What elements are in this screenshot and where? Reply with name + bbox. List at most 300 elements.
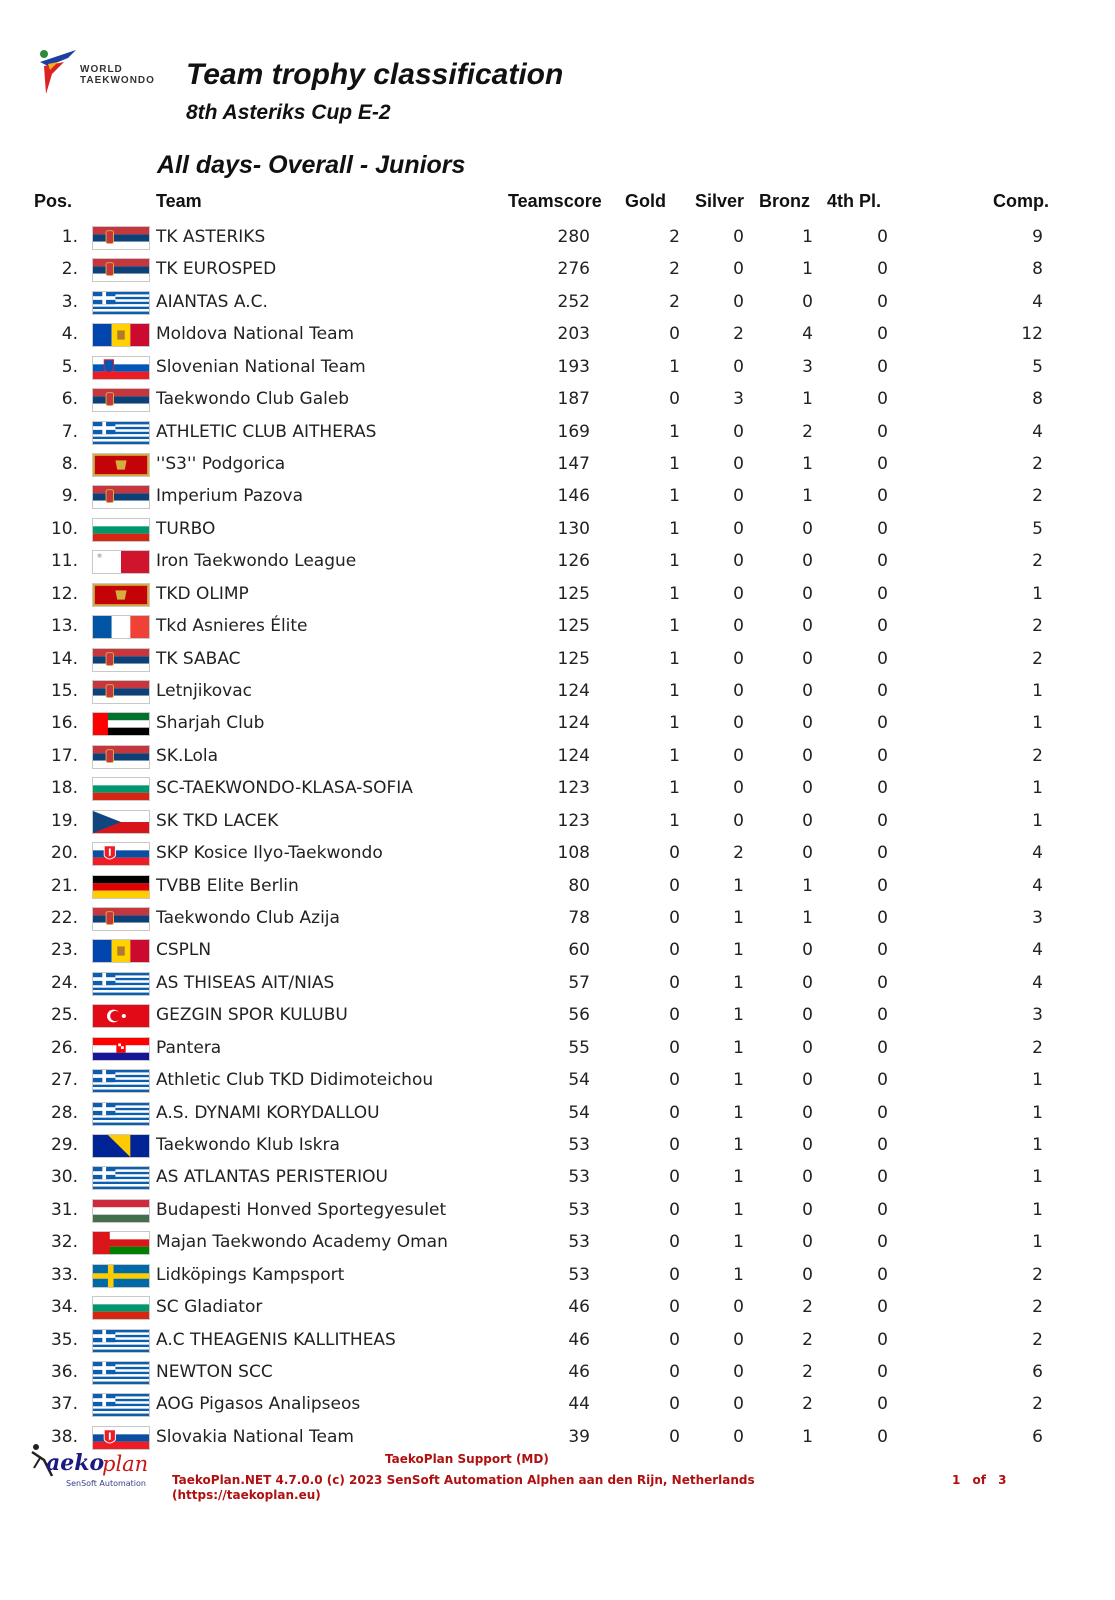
teamscore-cell: 130: [557, 518, 590, 539]
gold-count: 2: [669, 227, 680, 247]
fourth-place-count: 0: [877, 1264, 888, 1285]
page-number: 1 of 3: [952, 1473, 1007, 1487]
pos-cell: 24.: [50, 972, 78, 993]
pos-cell: 18.: [50, 778, 78, 799]
bronze-count: 2: [802, 1329, 813, 1350]
bronze-count: 0: [802, 1070, 813, 1091]
fourth-place-count: 0: [877, 1005, 888, 1026]
bronze-count: 2: [802, 1362, 813, 1383]
silver-count: 1: [733, 1135, 744, 1156]
teamscore-cell: 276: [557, 259, 590, 280]
bronze-count: 0: [802, 291, 813, 312]
fourth-place-count: 0: [877, 1297, 888, 1318]
table-row: [0, 1260, 1115, 1290]
pos-cell: 30.: [50, 1167, 78, 1188]
competitors-count: 2: [1032, 648, 1043, 669]
team-name: Sharjah Club: [156, 713, 265, 734]
table-row: [0, 806, 1115, 836]
silver-count: 1: [733, 1199, 744, 1220]
bulgaria-flag-icon: [92, 777, 150, 801]
pos-cell: 38.: [50, 1426, 78, 1447]
team-name: Budapesti Honved Sportegyesulet: [156, 1199, 447, 1220]
gold-count: 1: [669, 421, 680, 442]
gold-count: 1: [669, 681, 680, 702]
team-name: ATHLETIC CLUB AITHERAS: [156, 421, 377, 442]
taekoplan-logo: [30, 1442, 160, 1492]
team-name: Slovakia National Team: [156, 1426, 354, 1447]
silver-count: 0: [733, 778, 744, 799]
fourth-place-count: 0: [877, 875, 888, 896]
competitors-count: 2: [1032, 551, 1043, 572]
table-row: [0, 708, 1115, 738]
pos-cell: 16.: [50, 713, 78, 734]
competitors-count: 8: [1032, 259, 1043, 280]
gold-count: 1: [669, 551, 680, 572]
teamscore-cell: 54: [568, 1070, 590, 1091]
pos-cell: 32.: [50, 1232, 78, 1253]
teamscore-cell: 147: [557, 454, 590, 474]
team-name: TK EUROSPED: [156, 259, 277, 280]
competitors-count: 4: [1032, 972, 1043, 993]
bulgaria-flag-icon: [92, 1296, 150, 1320]
fourth-place-count: 0: [877, 1394, 888, 1415]
pos-cell: 12.: [50, 583, 78, 604]
gold-count: 0: [669, 972, 680, 993]
teamscore-cell: 125: [557, 583, 590, 604]
pos-cell: 37.: [50, 1394, 78, 1415]
teamscore-cell: 54: [568, 1102, 590, 1123]
table-row: [0, 384, 1115, 414]
silver-count: 0: [733, 1394, 744, 1415]
teamscore-cell: 53: [568, 1232, 590, 1253]
team-name: A.C THEAGENIS KALLITHEAS: [156, 1329, 396, 1350]
pos-cell: 21.: [50, 875, 78, 896]
silver-count: 0: [733, 713, 744, 734]
gold-count: 1: [669, 583, 680, 604]
teamscore-cell: 80: [568, 875, 590, 896]
fourth-place-count: 0: [877, 1199, 888, 1220]
competitors-count: 3: [1032, 908, 1043, 929]
team-name: CSPLN: [156, 940, 212, 961]
bronze-count: 3: [802, 356, 813, 377]
serbia-flag-icon: [92, 680, 150, 704]
silver-count: 0: [733, 518, 744, 539]
pos-cell: 19.: [50, 810, 78, 831]
teamscore-cell: 78: [568, 908, 590, 929]
teamscore-cell: 125: [557, 648, 590, 669]
table-row: [0, 222, 1115, 252]
table-row: [0, 1195, 1115, 1225]
teamscore-cell: 125: [557, 616, 590, 637]
table-row: [0, 644, 1115, 674]
bronze-count: 4: [802, 324, 813, 345]
pos-cell: 36.: [50, 1362, 78, 1383]
gold-count: 0: [669, 908, 680, 929]
teamscore-cell: 123: [557, 778, 590, 799]
col-header-4th: 4th Pl.: [827, 191, 882, 211]
silver-count: 0: [733, 421, 744, 442]
classification-table: [0, 222, 1115, 1447]
team-name: GEZGIN SPOR KULUBU: [156, 1005, 348, 1026]
bronze-count: 0: [802, 778, 813, 799]
bronze-count: 0: [802, 616, 813, 637]
col-header-pos: Pos.: [34, 191, 73, 211]
team-name: Letnjikovac: [156, 681, 252, 702]
taekoplan-logo-text-1: aeko: [46, 1450, 105, 1476]
bronze-count: 1: [802, 227, 813, 247]
bronze-count: 0: [802, 551, 813, 572]
teamscore-cell: 56: [568, 1005, 590, 1026]
bronze-count: 0: [802, 518, 813, 539]
gold-count: 0: [669, 875, 680, 896]
teamscore-cell: 46: [568, 1297, 590, 1318]
gold-count: 0: [669, 324, 680, 345]
competitors-count: 1: [1032, 1070, 1043, 1091]
bronze-count: 0: [802, 940, 813, 961]
serbia-flag-icon: [92, 907, 150, 931]
section-heading: All days- Overall - Juniors: [157, 151, 466, 179]
pos-cell: 25.: [50, 1005, 78, 1026]
teamscore-cell: 124: [557, 713, 590, 734]
table-row: [0, 1422, 1115, 1452]
col-header-team: Team: [156, 191, 202, 211]
croatia-flag-icon: [92, 1037, 150, 1061]
gold-count: 1: [669, 454, 680, 474]
silver-count: 1: [733, 1037, 744, 1058]
gold-count: 2: [669, 259, 680, 280]
taekoplan-logo-sub: SenSoft Automation: [66, 1479, 146, 1488]
competitors-count: 6: [1032, 1426, 1043, 1447]
slovenia-flag-icon: [92, 356, 150, 380]
bronze-count: 0: [802, 1005, 813, 1026]
silver-count: 1: [733, 1070, 744, 1091]
table-row: [0, 871, 1115, 901]
silver-count: 3: [733, 389, 744, 410]
table-row: [0, 579, 1115, 609]
competitors-count: 4: [1032, 421, 1043, 442]
bronze-count: 0: [802, 745, 813, 766]
competitors-count: 1: [1032, 681, 1043, 702]
silver-count: 0: [733, 616, 744, 637]
competitors-count: 2: [1032, 1329, 1043, 1350]
table-row: [0, 838, 1115, 868]
pos-cell: 6.: [61, 389, 78, 410]
pos-cell: 8.: [61, 454, 78, 474]
competitors-count: 1: [1032, 778, 1043, 799]
silver-count: 2: [733, 843, 744, 864]
competitors-count: 4: [1032, 291, 1043, 312]
gold-count: 0: [669, 1329, 680, 1350]
gold-count: 0: [669, 1037, 680, 1058]
footer-copyright-line: TaekoPlan.NET 4.7.0.0 (c) 2023 SenSoft Automation Alphen aan den Rijn, Netherlands: [172, 1473, 755, 1487]
serbia-flag-icon: [92, 388, 150, 412]
bronze-count: 0: [802, 843, 813, 864]
team-name: TK SABAC: [156, 648, 241, 669]
silver-count: 0: [733, 259, 744, 280]
competitors-count: 5: [1032, 356, 1043, 377]
gold-count: 0: [669, 1426, 680, 1447]
pos-cell: 1.: [61, 227, 78, 247]
bronze-count: 1: [802, 486, 813, 507]
silver-count: 0: [733, 486, 744, 507]
table-row: [0, 287, 1115, 317]
greece-flag-icon: [92, 1069, 150, 1093]
logo-text-world: WORLD: [80, 64, 123, 75]
pos-cell: 35.: [50, 1329, 78, 1350]
team-name: SKP Kosice Ilyo-Taekwondo: [156, 843, 383, 864]
silver-count: 0: [733, 1362, 744, 1383]
competitors-count: 9: [1032, 227, 1043, 247]
table-row: [0, 254, 1115, 284]
team-name: AOG Pigasos Analipseos: [156, 1394, 361, 1415]
pos-cell: 9.: [61, 486, 78, 507]
pos-cell: 13.: [50, 616, 78, 637]
team-name: TURBO: [156, 518, 216, 539]
competitors-count: 3: [1032, 1005, 1043, 1026]
footer-support: TaekoPlan Support (MD): [385, 1452, 549, 1466]
teamscore-cell: 124: [557, 745, 590, 766]
greece-flag-icon: [92, 1102, 150, 1126]
team-name: NEWTON SCC: [156, 1362, 273, 1383]
competitors-count: 1: [1032, 1102, 1043, 1123]
fourth-place-count: 0: [877, 681, 888, 702]
teamscore-cell: 146: [557, 486, 590, 507]
gold-count: 0: [669, 1232, 680, 1253]
fourth-place-count: 0: [877, 1167, 888, 1188]
competitors-count: 1: [1032, 1199, 1043, 1220]
fourth-place-count: 0: [877, 616, 888, 637]
page-title: Team trophy classification: [186, 58, 564, 91]
silver-count: 0: [733, 681, 744, 702]
silver-count: 0: [733, 1329, 744, 1350]
competitors-count: 12: [1021, 324, 1043, 345]
competitors-count: 2: [1032, 1264, 1043, 1285]
uae-flag-icon: [92, 712, 150, 736]
gold-count: 2: [669, 291, 680, 312]
gold-count: 1: [669, 518, 680, 539]
gold-count: 0: [669, 1135, 680, 1156]
bronze-count: 0: [802, 810, 813, 831]
fourth-place-count: 0: [877, 551, 888, 572]
bronze-count: 1: [802, 908, 813, 929]
footer-url: (https://taekoplan.eu): [172, 1488, 321, 1502]
fourth-place-count: 0: [877, 940, 888, 961]
pos-cell: 4.: [61, 324, 78, 345]
greece-flag-icon: [92, 421, 150, 445]
pos-cell: 2.: [61, 259, 78, 280]
bronze-count: 0: [802, 1264, 813, 1285]
fourth-place-count: 0: [877, 1232, 888, 1253]
bosnia-flag-icon: [92, 1134, 150, 1158]
table-row: [0, 449, 1115, 479]
silver-count: 0: [733, 454, 744, 474]
table-row: [0, 514, 1115, 544]
greece-flag-icon: [92, 1166, 150, 1190]
france-flag-icon: [92, 615, 150, 639]
team-name: Lidköpings Kampsport: [156, 1264, 345, 1285]
competitors-count: 4: [1032, 843, 1043, 864]
team-name: AS ATLANTAS PERISTERIOU: [156, 1167, 388, 1188]
silver-count: 0: [733, 291, 744, 312]
fourth-place-count: 0: [877, 291, 888, 312]
fourth-place-count: 0: [877, 810, 888, 831]
table-row: [0, 1065, 1115, 1095]
table-row: [0, 903, 1115, 933]
gold-count: 1: [669, 648, 680, 669]
bronze-count: 2: [802, 421, 813, 442]
team-name: Taekwondo Klub Iskra: [156, 1135, 340, 1156]
team-name: Slovenian National Team: [156, 356, 366, 377]
bronze-count: 2: [802, 1297, 813, 1318]
serbia-flag-icon: [92, 226, 150, 250]
competitors-count: 4: [1032, 940, 1043, 961]
hungary-flag-icon: [92, 1199, 150, 1223]
greece-flag-icon: [92, 1393, 150, 1417]
taekoplan-logo-text-2: plan: [102, 1452, 149, 1476]
gold-count: 1: [669, 778, 680, 799]
fourth-place-count: 0: [877, 648, 888, 669]
fourth-place-count: 0: [877, 972, 888, 993]
bronze-count: 0: [802, 648, 813, 669]
team-name: Moldova National Team: [156, 324, 355, 345]
serbia-flag-icon: [92, 485, 150, 509]
gold-count: 0: [669, 843, 680, 864]
table-row: [0, 773, 1115, 803]
competitors-count: 2: [1032, 1394, 1043, 1415]
fourth-place-count: 0: [877, 1135, 888, 1156]
bronze-count: 1: [802, 875, 813, 896]
gold-count: 0: [669, 1264, 680, 1285]
silver-count: 1: [733, 940, 744, 961]
team-name: SK.Lola: [156, 745, 219, 766]
pos-cell: 14.: [50, 648, 78, 669]
gold-count: 0: [669, 1394, 680, 1415]
silver-count: 0: [733, 227, 744, 247]
competitors-count: 1: [1032, 583, 1043, 604]
bronze-count: 0: [802, 1037, 813, 1058]
fourth-place-count: 0: [877, 454, 888, 474]
pos-cell: 33.: [50, 1264, 78, 1285]
team-name: Taekwondo Club Azija: [156, 908, 340, 929]
table-row: [0, 935, 1115, 965]
teamscore-cell: 53: [568, 1264, 590, 1285]
silver-count: 0: [733, 356, 744, 377]
bronze-count: 0: [802, 1102, 813, 1123]
competitors-count: 1: [1032, 713, 1043, 734]
pos-cell: 34.: [50, 1297, 78, 1318]
silver-count: 0: [733, 648, 744, 669]
pos-cell: 27.: [50, 1070, 78, 1091]
fourth-place-count: 0: [877, 745, 888, 766]
team-name: AIANTAS A.C.: [156, 291, 268, 312]
table-row: [0, 546, 1115, 576]
table-row: [0, 968, 1115, 998]
silver-count: 1: [733, 875, 744, 896]
silver-count: 1: [733, 908, 744, 929]
oman-flag-icon: [92, 1231, 150, 1255]
gold-count: 1: [669, 745, 680, 766]
teamscore-cell: 46: [568, 1329, 590, 1350]
gold-count: 1: [669, 486, 680, 507]
competitors-count: 2: [1032, 745, 1043, 766]
table-row: [0, 1357, 1115, 1387]
fourth-place-count: 0: [877, 1070, 888, 1091]
silver-count: 0: [733, 583, 744, 604]
world-taekwondo-logo: [34, 44, 174, 104]
team-name: AS THISEAS AIT/NIAS: [156, 972, 335, 993]
fourth-place-count: 0: [877, 908, 888, 929]
czech-flag-icon: [92, 810, 150, 834]
bronze-count: 0: [802, 972, 813, 993]
fourth-place-count: 0: [877, 356, 888, 377]
table-row: [0, 481, 1115, 511]
team-name: A.S. DYNAMI KORYDALLOU: [156, 1102, 380, 1123]
pos-cell: 11.: [50, 551, 78, 572]
table-row: [0, 741, 1115, 771]
gold-count: 0: [669, 1005, 680, 1026]
gold-count: 0: [669, 1199, 680, 1220]
fourth-place-count: 0: [877, 843, 888, 864]
pos-cell: 7.: [61, 421, 78, 442]
silver-count: 1: [733, 1005, 744, 1026]
team-name: Tkd Asnieres Élite: [156, 616, 308, 637]
bulgaria-flag-icon: [92, 518, 150, 542]
bronze-count: 0: [802, 1232, 813, 1253]
competitors-count: 1: [1032, 810, 1043, 831]
pos-cell: 22.: [50, 908, 78, 929]
malta-flag-icon: [92, 550, 150, 574]
silver-count: 1: [733, 1167, 744, 1188]
silver-count: 0: [733, 1426, 744, 1447]
team-name: Imperium Pazova: [156, 486, 303, 507]
competitors-count: 2: [1032, 616, 1043, 637]
fourth-place-count: 0: [877, 1329, 888, 1350]
serbia-flag-icon: [92, 258, 150, 282]
bronze-count: 1: [802, 259, 813, 280]
fourth-place-count: 0: [877, 421, 888, 442]
team-name: Pantera: [156, 1037, 222, 1058]
fourth-place-count: 0: [877, 1037, 888, 1058]
team-name: Iron Taekwondo League: [156, 551, 357, 572]
teamscore-cell: 280: [557, 227, 590, 247]
teamscore-cell: 53: [568, 1199, 590, 1220]
table-row: [0, 1033, 1115, 1063]
pos-cell: 29.: [50, 1135, 78, 1156]
gold-count: 0: [669, 389, 680, 410]
competitors-count: 2: [1032, 454, 1043, 474]
teamscore-cell: 60: [568, 940, 590, 961]
fourth-place-count: 0: [877, 389, 888, 410]
gold-count: 0: [669, 940, 680, 961]
bronze-count: 2: [802, 1394, 813, 1415]
silver-count: 1: [733, 1264, 744, 1285]
gold-count: 0: [669, 1070, 680, 1091]
silver-count: 0: [733, 745, 744, 766]
moldova-flag-icon: [92, 323, 150, 347]
turkey-flag-icon: [92, 1004, 150, 1028]
competitors-count: 4: [1032, 875, 1043, 896]
sweden-flag-icon: [92, 1264, 150, 1288]
fourth-place-count: 0: [877, 227, 888, 247]
fourth-place-count: 0: [877, 713, 888, 734]
gold-count: 1: [669, 810, 680, 831]
germany-flag-icon: [92, 875, 150, 899]
bronze-count: 1: [802, 1426, 813, 1447]
team-name: Athletic Club TKD Didimoteichou: [156, 1070, 434, 1091]
teamscore-cell: 39: [568, 1426, 590, 1447]
fourth-place-count: 0: [877, 778, 888, 799]
gold-count: 0: [669, 1102, 680, 1123]
